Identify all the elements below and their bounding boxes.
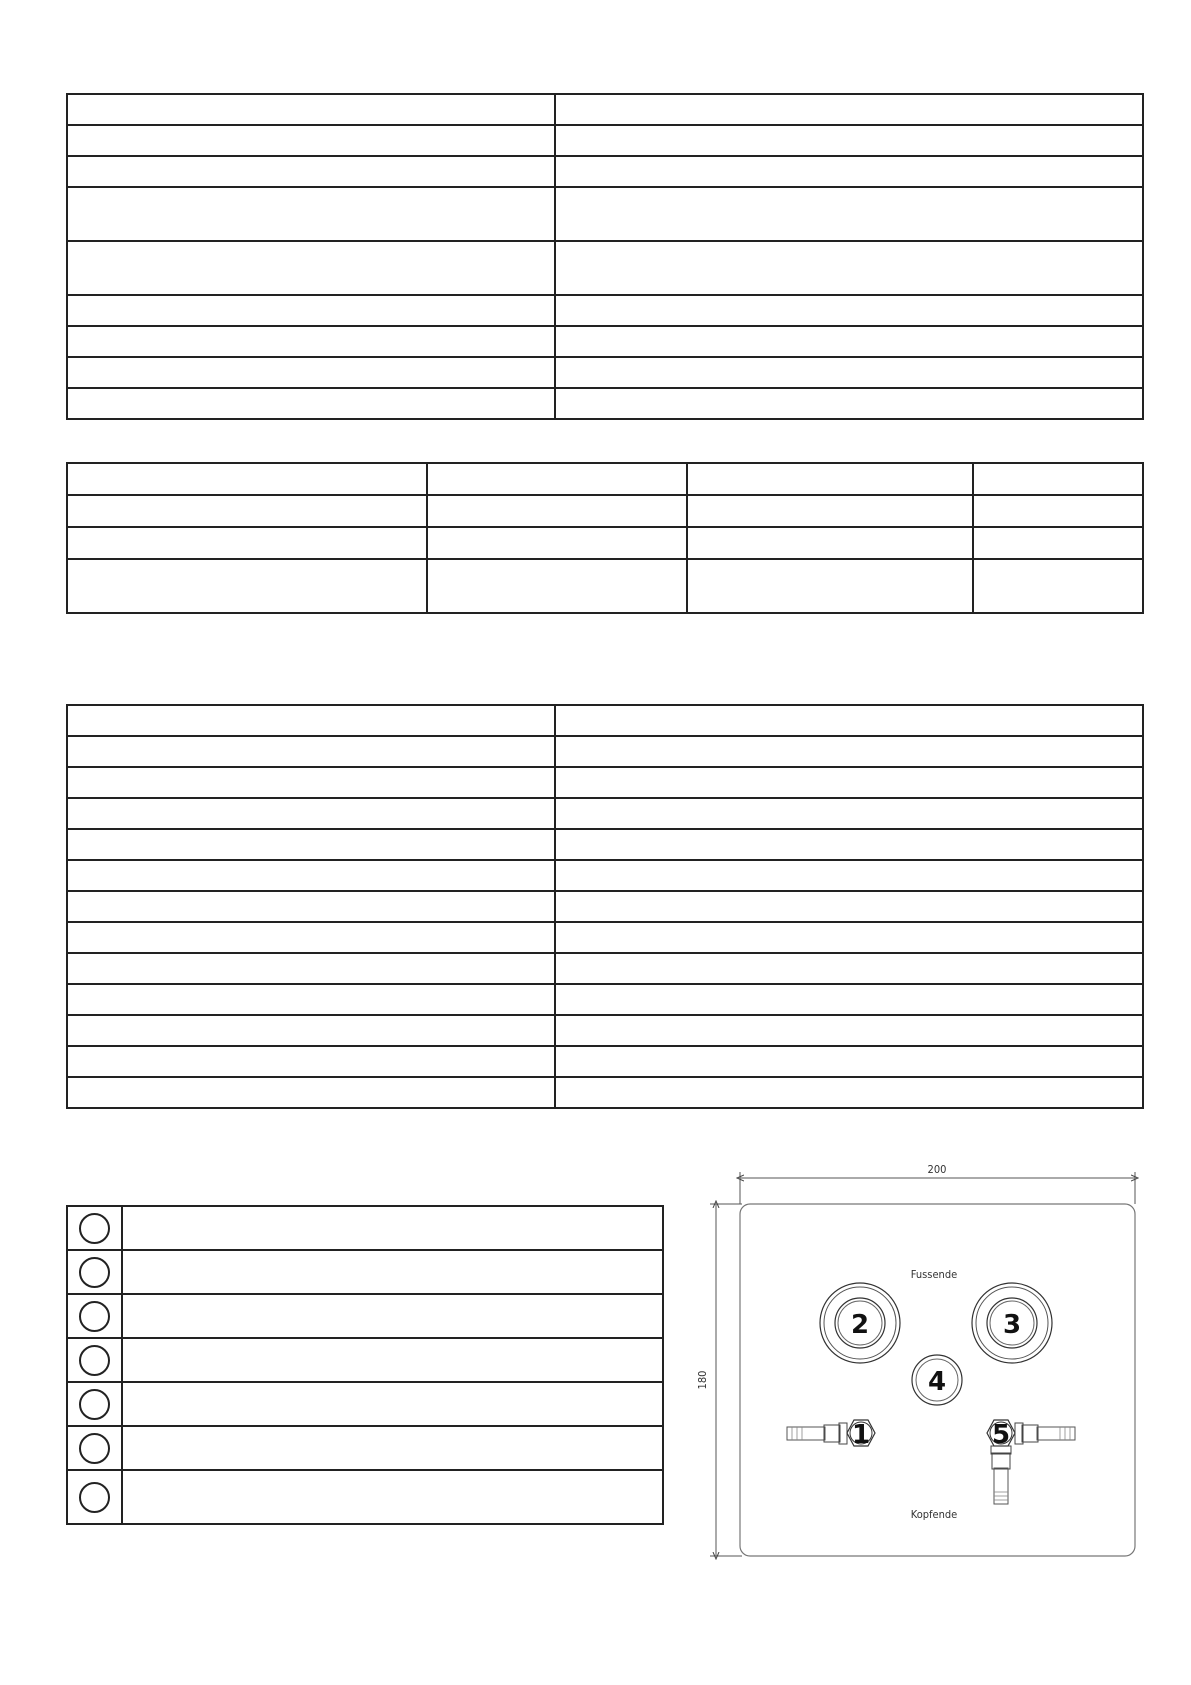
outlet-number: 4 (927, 1367, 947, 1397)
table-row (67, 767, 1143, 798)
table-row (67, 922, 1143, 953)
table-cell (555, 705, 1143, 736)
table-row (67, 559, 1143, 613)
table-row (67, 357, 1143, 388)
table-cell (555, 736, 1143, 767)
table-cell (555, 798, 1143, 829)
table-cell (555, 326, 1143, 357)
legend-marker-cell (67, 1382, 122, 1426)
table-cell (67, 187, 555, 241)
technical-drawing (690, 1150, 1150, 1570)
width-dimension-label: 200 (927, 1163, 947, 1176)
table-row (67, 527, 1143, 559)
spec-table-1 (66, 93, 1144, 420)
table-row (67, 736, 1143, 767)
table-cell (555, 860, 1143, 891)
spec-table-2 (66, 462, 1144, 614)
table-cell (555, 94, 1143, 125)
table-cell (555, 357, 1143, 388)
table-cell (67, 922, 555, 953)
table-cell (67, 326, 555, 357)
table-cell (67, 125, 555, 156)
table-row (67, 984, 1143, 1015)
legend-marker-cell (67, 1294, 122, 1338)
table-row (67, 94, 1143, 125)
legend-row (67, 1382, 663, 1426)
legend-marker-cell (67, 1206, 122, 1250)
legend-row (67, 1206, 663, 1250)
legend-row (67, 1294, 663, 1338)
table-cell (555, 125, 1143, 156)
table-cell (555, 187, 1143, 241)
spec-table-3 (66, 704, 1144, 1109)
outlet-2 (820, 1283, 900, 1363)
table-row (67, 798, 1143, 829)
legend-circle-icon (79, 1257, 110, 1288)
legend-description (122, 1382, 663, 1426)
width-dimension (740, 1163, 1135, 1204)
legend-description (122, 1294, 663, 1338)
table-cell (555, 891, 1143, 922)
outlet-1 (787, 1420, 875, 1450)
table-cell (555, 984, 1143, 1015)
legend-marker-cell (67, 1250, 122, 1294)
table-row (67, 495, 1143, 527)
table-cell (67, 1077, 555, 1108)
table-row (67, 388, 1143, 419)
outlet-number: 2 (850, 1310, 870, 1340)
legend-row (67, 1470, 663, 1524)
table-row (67, 187, 1143, 241)
table-cell (67, 984, 555, 1015)
legend-row (67, 1426, 663, 1470)
table-row (67, 860, 1143, 891)
table-cell (427, 495, 687, 527)
table-cell (555, 1077, 1143, 1108)
table-cell (67, 495, 427, 527)
table-row (67, 829, 1143, 860)
table-cell (67, 94, 555, 125)
table-cell (67, 1046, 555, 1077)
legend-marker-cell (67, 1426, 122, 1470)
table-row (67, 241, 1143, 295)
table-cell (555, 1015, 1143, 1046)
table-cell (67, 463, 427, 495)
legend-circle-icon (79, 1389, 110, 1420)
table-cell (973, 495, 1143, 527)
table-row (67, 463, 1143, 495)
table-row (67, 891, 1143, 922)
table-cell (67, 860, 555, 891)
table-cell (555, 295, 1143, 326)
height-dimension (696, 1204, 742, 1556)
table-cell (67, 798, 555, 829)
table-cell (67, 241, 555, 295)
table-row (67, 953, 1143, 984)
outlet-number: 1 (851, 1420, 871, 1450)
legend-description (122, 1470, 663, 1524)
table-row (67, 326, 1143, 357)
legend-marker-cell (67, 1338, 122, 1382)
legend-marker-cell (67, 1470, 122, 1524)
table-cell (67, 1015, 555, 1046)
table-cell (67, 829, 555, 860)
bottom-end-label: Kopfende (910, 1508, 958, 1521)
table-row (67, 156, 1143, 187)
table-cell (973, 527, 1143, 559)
legend-description (122, 1338, 663, 1382)
outlet-number: 5 (991, 1420, 1011, 1450)
legend-circle-icon (79, 1301, 110, 1332)
table-cell (555, 241, 1143, 295)
table-cell (67, 953, 555, 984)
outlet-4 (912, 1355, 962, 1405)
table-cell (427, 559, 687, 613)
table-cell (67, 767, 555, 798)
table-cell (555, 1046, 1143, 1077)
table-cell (67, 357, 555, 388)
table-cell (67, 295, 555, 326)
table-cell (555, 388, 1143, 419)
table-cell (687, 559, 973, 613)
table-cell (555, 829, 1143, 860)
outlet-5 (987, 1420, 1075, 1504)
table-cell (427, 527, 687, 559)
table-cell (687, 527, 973, 559)
table-cell (687, 495, 973, 527)
table-cell (67, 559, 427, 613)
legend-row (67, 1338, 663, 1382)
outlet-3 (972, 1283, 1052, 1363)
table-cell (973, 463, 1143, 495)
table-cell (67, 156, 555, 187)
table-row (67, 1046, 1143, 1077)
table-cell (67, 736, 555, 767)
legend-circle-icon (79, 1345, 110, 1376)
table-row (67, 1015, 1143, 1046)
table-cell (67, 705, 555, 736)
legend-description (122, 1426, 663, 1470)
table-cell (555, 156, 1143, 187)
legend-description (122, 1250, 663, 1294)
table-row (67, 705, 1143, 736)
table-cell (67, 891, 555, 922)
legend-circle-icon (79, 1482, 110, 1513)
table-row (67, 1077, 1143, 1108)
table-cell (67, 527, 427, 559)
table-cell (555, 922, 1143, 953)
table-cell (67, 388, 555, 419)
table-row (67, 125, 1143, 156)
top-end-label: Fussende (910, 1268, 958, 1281)
legend-row (67, 1250, 663, 1294)
legend-circle-icon (79, 1433, 110, 1464)
height-dimension-label: 180 (696, 1370, 709, 1390)
legend-table (66, 1205, 664, 1525)
table-cell (687, 463, 973, 495)
legend-circle-icon (79, 1213, 110, 1244)
legend-description (122, 1206, 663, 1250)
table-cell (973, 559, 1143, 613)
table-cell (555, 767, 1143, 798)
table-row (67, 295, 1143, 326)
table-cell (555, 953, 1143, 984)
outlet-number: 3 (1002, 1310, 1022, 1340)
table-cell (427, 463, 687, 495)
